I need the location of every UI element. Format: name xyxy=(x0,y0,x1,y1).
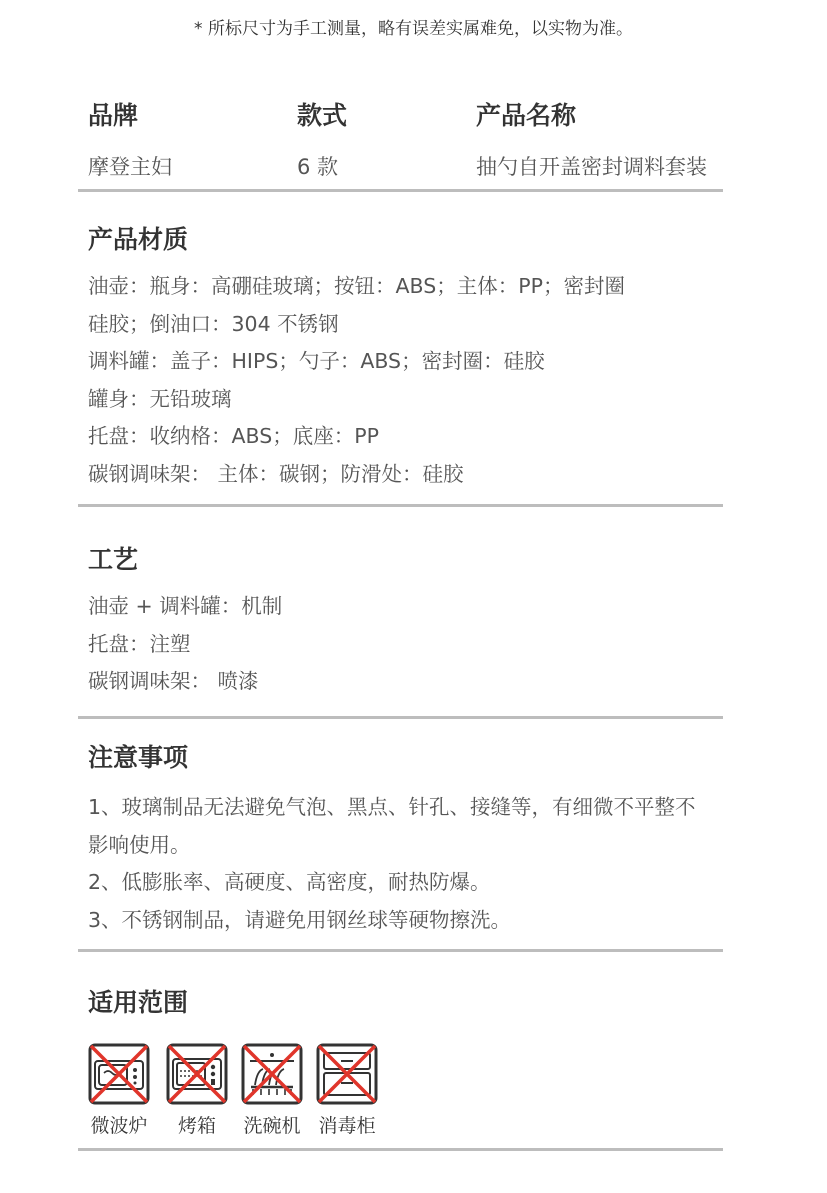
usage-title: 适用范围 xyxy=(88,988,189,1017)
material-line: 托盘：收纳格：ABS；底座：PP xyxy=(88,424,379,448)
notice-line: 3、不锈钢制品，请避免用钢丝球等硬物擦洗。 xyxy=(88,907,512,932)
craft-line: 碳钢调味架： 喷漆 xyxy=(88,669,259,693)
style-value: 6 款 xyxy=(297,155,339,179)
oven-icon xyxy=(166,1043,228,1105)
notice-line: 影响使用。 xyxy=(88,832,191,857)
sterilizer-icon xyxy=(316,1043,378,1105)
material-title: 产品材质 xyxy=(88,225,189,254)
material-line: 硅胶；倒油口：304 不锈钢 xyxy=(88,311,339,336)
craft-title: 工艺 xyxy=(88,545,139,574)
divider xyxy=(78,949,723,952)
material-line: 油壶：瓶身：高硼硅玻璃；按钮：ABS；主体：PP；密封圈 xyxy=(88,274,625,298)
notice-line: 1、玻璃制品无法避免气泡、黑点、针孔、接缝等，有细微不平整不 xyxy=(88,795,696,819)
product-name-value: 抽勺自开盖密封调料套装 xyxy=(476,155,707,179)
material-line: 碳钢调味架： 主体：碳钢；防滑处：硅胶 xyxy=(88,461,464,486)
product-name-label: 产品名称 xyxy=(476,101,577,130)
measurement-note: * 所标尺寸为手工测量，略有误差实属难免，以实物为准。 xyxy=(194,19,633,39)
oven-label: 烤箱 xyxy=(177,1115,216,1137)
notice-lines xyxy=(88,789,728,939)
material-lines xyxy=(88,268,728,493)
divider xyxy=(78,504,723,507)
notice-title: 注意事项 xyxy=(88,743,189,772)
info-value-row xyxy=(88,151,728,183)
info-header-row xyxy=(88,96,728,132)
notice-line: 2、低膨胀率、高硬度、高密度，耐热防爆。 xyxy=(88,870,491,894)
material-line: 罐身：无铅玻璃 xyxy=(88,386,232,411)
material-line: 调料罐：盖子：HIPS；勺子：ABS；密封圈：硅胶 xyxy=(88,349,545,373)
divider xyxy=(78,1148,723,1151)
style-label: 款式 xyxy=(297,101,348,130)
dishwasher-label: 洗碗机 xyxy=(243,1115,301,1137)
craft-lines xyxy=(88,588,728,701)
craft-line: 托盘：注塑 xyxy=(88,631,191,656)
craft-line: 油壶 + 调料罐：机制 xyxy=(88,594,283,618)
divider xyxy=(78,189,723,192)
microwave-icon xyxy=(88,1043,150,1105)
dishwasher-icon xyxy=(241,1043,303,1105)
brand-label: 品牌 xyxy=(88,101,139,130)
sterilizer-label: 消毒柜 xyxy=(318,1115,376,1137)
microwave-label: 微波炉 xyxy=(90,1115,148,1137)
brand-value: 摩登主妇 xyxy=(88,155,172,179)
divider xyxy=(78,716,723,719)
